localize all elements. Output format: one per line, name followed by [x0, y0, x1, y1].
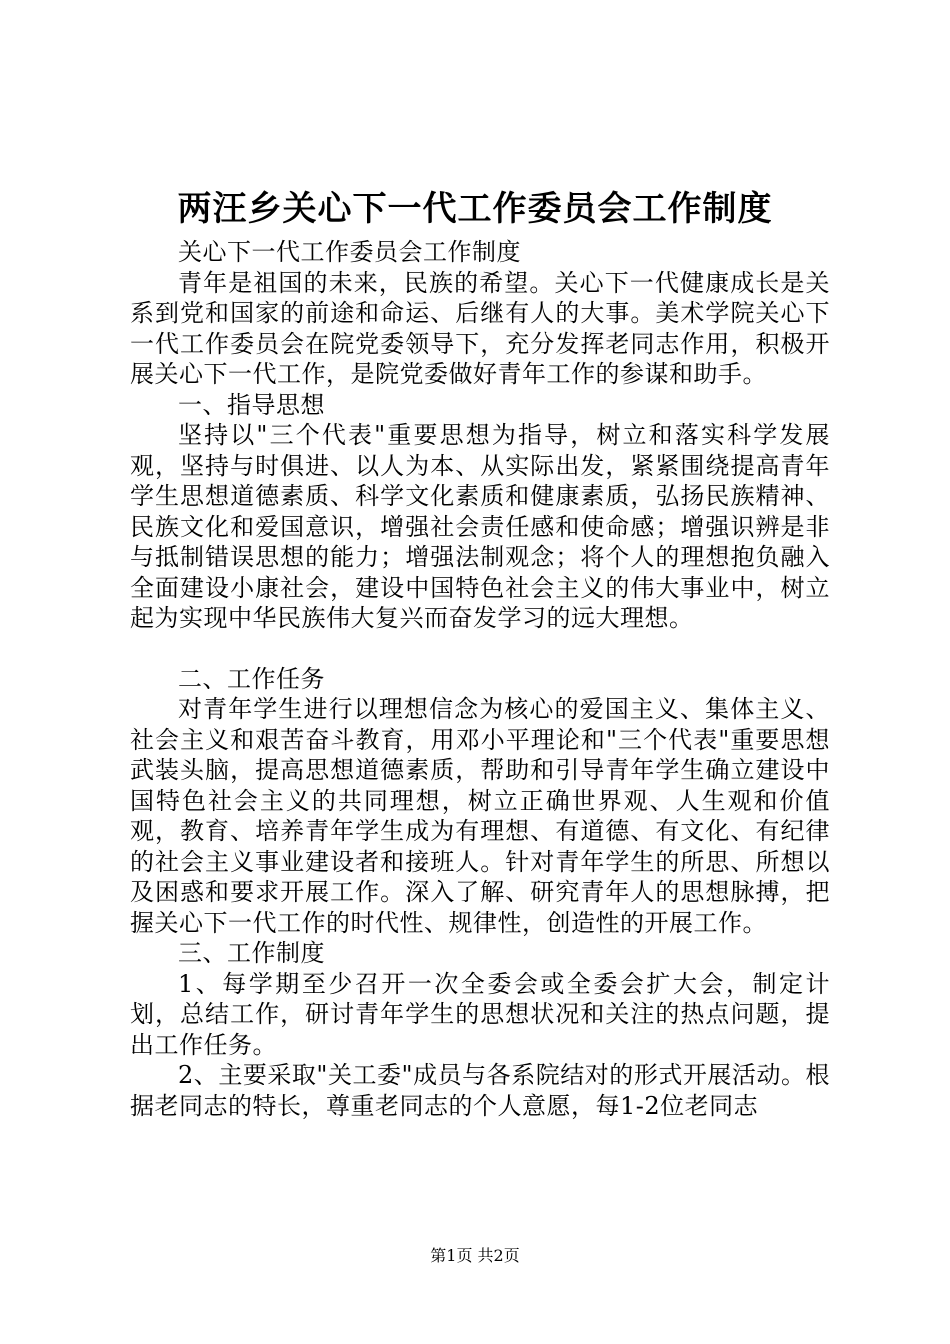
work-tasks-paragraph: 对青年学生进行以理想信念为核心的爱国主义、集体主义、社会主义和艰苦奋斗教育，用邓小平理论和"三个代表"重要思想武装头脑，提高思想道德素质，帮助和引导青年学生确立建设中国特色社会主义的共同理想，树立正确世界观、人生观和价值观，教育、培养青年学生成为有理想、有道德、有文化、有纪律的社会主义事业建设者和接班人。针对青年学生的所思、所想以及困惑和要求开展工作。深入了解、研究青年人的思想脉搏，把握关心下一代工作的时代性、规律性，创造性的开展工作。: [130, 695, 830, 937]
document-body: [130, 237, 830, 1121]
intro-paragraph: 青年是祖国的未来，民族的希望。关心下一代健康成长是关系到党和国家的前途和命运、后继有人的大事。美术学院关心下一代工作委员会在院党委领导下，充分发挥老同志作用，积极开展关心下一代工作，是院党委做好青年工作的参谋和助手。: [130, 268, 830, 388]
work-system-item-1: 1、每学期至少召开一次全委会或全委会扩大会，制定计划，总结工作，研讨青年学生的思想状况和关注的热点问题，提出工作任务。: [130, 969, 830, 1059]
subtitle-paragraph: 关心下一代工作委员会工作制度: [178, 238, 521, 266]
document-title: 两汪乡关心下一代工作委员会工作制度: [177, 189, 773, 229]
section-heading-guiding-ideology: 一、指导思想: [178, 390, 325, 419]
page-footer: 第1页 共2页: [430, 1246, 520, 1265]
work-system-item-2: 2、主要采取"关工委"成员与各系院结对的形式开展活动。根据老同志的特长，尊重老同志的个人意愿，每1-2位老同志: [130, 1061, 830, 1120]
guiding-ideology-paragraph: 坚持以"三个代表"重要思想为指导，树立和落实科学发展观，坚持与时俱进、以人为本、从实际出发，紧紧围绕提高青年学生思想道德素质、科学文化素质和健康素质，弘扬民族精神、民族文化和爱国意识，增强社会责任感和使命感；增强识辨是非与抵制错误思想的能力；增强法制观念；将个人的理想抱负融入全面建设小康社会，建设中国特色社会主义的伟大事业中，树立起为实现中华民族伟大复兴而奋发学习的远大理想。: [130, 421, 830, 632]
section-heading-work-tasks: 二、工作任务: [178, 664, 325, 693]
section-heading-work-system: 三、工作制度: [178, 939, 325, 967]
